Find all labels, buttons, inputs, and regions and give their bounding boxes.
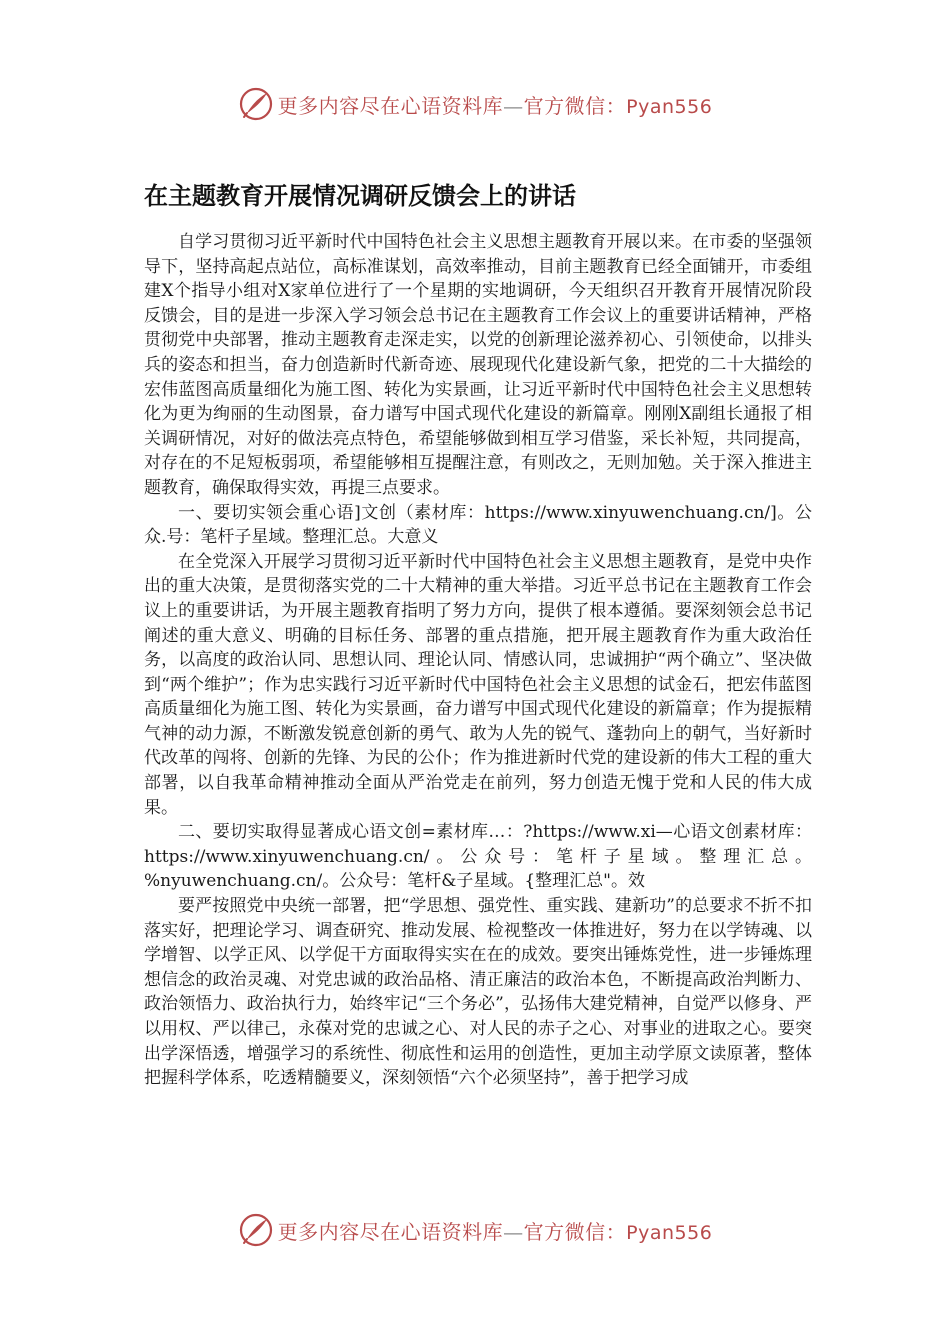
banner-wechat-label: 官方微信： — [523, 1219, 627, 1244]
header-banner[interactable] — [0, 84, 950, 124]
footer-banner-text — [278, 1216, 713, 1245]
quill-pen-logo-icon — [238, 86, 274, 122]
document-body — [144, 230, 812, 1091]
banner-site-name: 更多内容尽在心语资料库 — [277, 1219, 504, 1244]
quill-pen-logo-icon — [238, 1212, 274, 1248]
banner-site-name: 更多内容尽在心语资料库 — [277, 93, 504, 118]
banner-separator: — — [503, 1219, 524, 1244]
paragraph-section-2: 要严按照党中央统一部署，把“学思想、强党性、重实践、建新功”的总要求不折不扣落实好，把理论学习、调查研究、推动发展、检视整改一体推进好，努力在以学铸魂、以学增智、以学正风、以学促干方面取得实实在在的成效。要突出锤炼党性，进一步锤炼理想信念的政治灵魂、对党忠诚的政治品格、清正廉洁的政治本色，不断提高政治判断力、政治领悟力、政治执行力，始终牢记“三个务必”，弘扬伟大建党精神，自觉严以修身、严以用权、严以律己，永葆对党的忠诚之心、对人民的赤子之心、对事业的进取之心。要突出学深悟透，增强学习的系统性、彻底性和运用的创造性，更加主动学原文读原著，整体把握科学体系，吃透精髓要义，深刻领悟“六个必须坚持”，善于把学习成 — [144, 896, 812, 1089]
banner-separator: — — [503, 93, 524, 118]
header-banner-text — [278, 90, 713, 119]
banner-wechat-id: Pyan556 — [626, 1221, 713, 1244]
banner-wechat-id: Pyan556 — [626, 95, 713, 118]
document-title: 在主题教育开展情况调研反馈会上的讲话 — [144, 182, 576, 210]
section-heading-2: 二、要切实取得显著成心语文创=素材库…：?https://www.xi—心语文创素材库：https://www.xinyuwenchuang.cn/。公众号：笔杆子星域。整理汇总。%nyuwenchuang.cn/。公众号：笔杆&子星域。{整理汇总"。效 — [144, 822, 812, 892]
footer-banner[interactable] — [0, 1210, 950, 1250]
paragraph-section-1: 在全党深入开展学习贯彻习近平新时代中国特色社会主义思想主题教育，是党中央作出的重大决策，是贯彻落实党的二十大精神的重大举措。习近平总书记在主题教育工作会议上的重要讲话，为开展主题教育指明了努力方向，提供了根本遵循。要深刻领会总书记阐述的重大意义、明确的目标任务、部署的重点措施，把开展主题教育作为重大政治任务，以高度的政治认同、思想认同、理论认同、情感认同，忠诚拥护“两个确立”、坚决做到“两个维护”；作为忠实践行习近平新时代中国特色社会主义思想的试金石，把宏伟蓝图高质量细化为施工图、转化为实景画，奋力谱写中国式现代化建设的新篇章；作为提振精气神的动力源，不断激发锐意创新的勇气、敢为人先的锐气、蓬勃向上的朝气，当好新时代改革的闯将、创新的先锋、为民的公仆；作为推进新时代党的建设新的伟大工程的重大部署，以自我革命精神推动全面从严治党走在前列，努力创造无愧于党和人民的伟大成果。 — [144, 551, 812, 818]
paragraph-intro: 自学习贯彻习近平新时代中国特色社会主义思想主题教育开展以来。在市委的坚强领导下，坚持高起点站位，高标准谋划，高效率推动，目前主题教育已经全面铺开，市委组建X个指导小组对X家单位进行了一个星期的实地调研，今天组织召开教育开展情况阶段反馈会，目的是进一步深入学习领会总书记在主题教育工作会议上的重要讲话精神，严格贯彻党中央部署，推动主题教育走深走实，以党的创新理论滋养初心、引领使命，以排头兵的姿态和担当，奋力创造新时代新奇迹、展现现代化建设新气象，把党的二十大描绘的宏伟蓝图高质量细化为施工图、转化为实景画，让习近平新时代中国特色社会主义思想转化为更为绚丽的生动图景，奋力谱写中国式现代化建设的新篇章。刚刚X副组长通报了相关调研情况，对好的做法亮点特色，希望能够做到相互学习借鉴，采长补短，共同提高，对存在的不足短板弱项，希望能够相互提醒注意，有则改之，无则加勉。关于深入推进主题教育，确保取得实效，再提三点要求。 — [144, 232, 812, 498]
banner-wechat-label: 官方微信： — [523, 93, 627, 118]
section-heading-1: 一、要切实领会重心语]文创（素材库：https://www.xinyuwenchuang.cn/]。公众.号：笔杆子星域。整理汇总。大意义 — [144, 502, 812, 548]
